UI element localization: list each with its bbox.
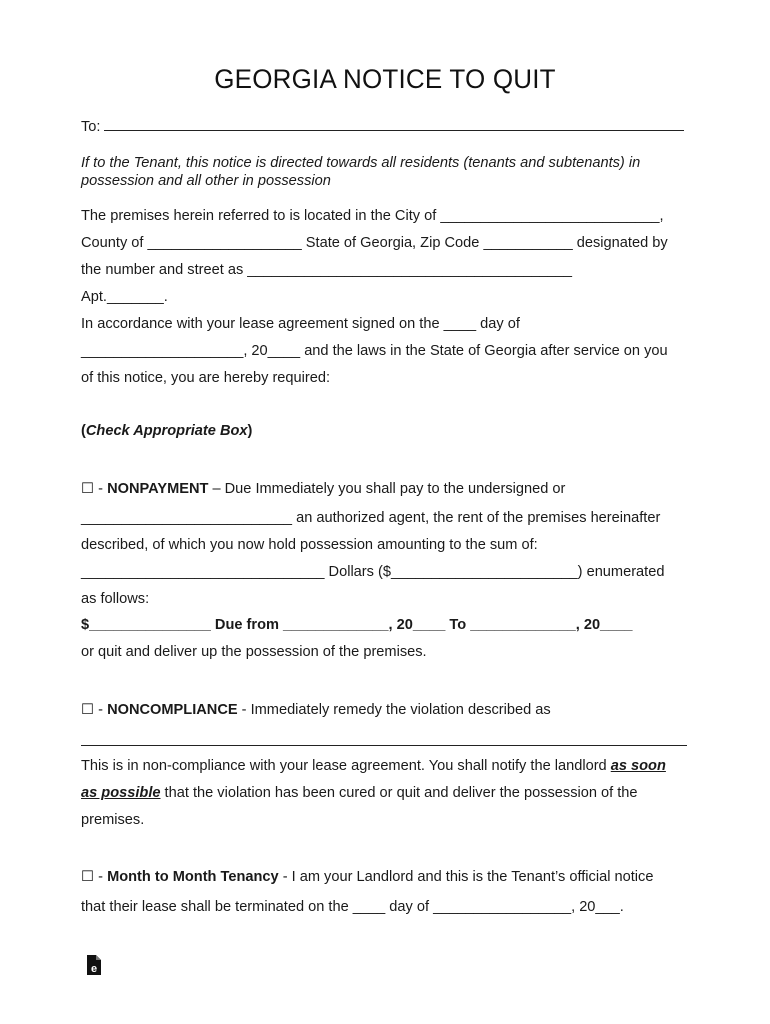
to-label: To: xyxy=(81,119,101,135)
noncompliance-line-4: premises. xyxy=(81,812,145,828)
to-blank-line[interactable] xyxy=(104,129,684,131)
noncompliance-line-2-text: This is in non-compliance with your lease agreement. You shall notify the landlord xyxy=(81,758,611,774)
nonpayment-heading: NONPAYMENT xyxy=(107,481,209,497)
lease-line-3: of this notice, you are hereby required: xyxy=(81,370,331,386)
nonpayment-line-5: as follows: xyxy=(81,591,150,607)
noncompliance-line-2 xyxy=(81,757,666,775)
noncompliance-text: - Immediately remedy the violation described as xyxy=(237,702,551,718)
as-soon-emphasis: as soon xyxy=(610,758,666,774)
premises-line-3: the number and street as ________________________________________ xyxy=(81,262,572,278)
nonpayment-line-4: ______________________________ Dollars ($_______________________) enumerated xyxy=(81,564,665,580)
intro-text-line-2: possession and all other in possession xyxy=(81,173,331,189)
month-to-month-heading: Month to Month Tenancy xyxy=(107,869,279,885)
noncompliance-line-3-text: that the violation has been cured or quit and deliver the possession of the xyxy=(160,785,638,801)
noncompliance-heading: NONCOMPLIANCE xyxy=(107,702,238,718)
check-close-paren: ) xyxy=(247,423,253,439)
intro-text-line-1: If to the Tenant, this notice is directed towards all residents (tenants and subtenants) in xyxy=(81,155,641,171)
eforms-logo-icon xyxy=(85,954,103,976)
document-title: GEORGIA NOTICE TO QUIT xyxy=(214,63,556,95)
nonpayment-text: – Due Immediately you shall pay to the undersigned or xyxy=(208,481,566,497)
noncompliance-checkbox[interactable]: ☐ - xyxy=(81,702,108,718)
month-to-month-line-2: that their lease shall be terminated on the ____ day of _________________, 20___. xyxy=(81,899,624,915)
nonpayment-line-2: __________________________ an authorized agent, the rent of the premises hereinafter xyxy=(81,510,661,526)
nonpayment-option xyxy=(81,480,565,498)
nonpayment-line-7: or quit and deliver up the possession of the premises. xyxy=(81,644,427,660)
violation-blank-line[interactable] xyxy=(81,745,687,746)
noncompliance-line-3 xyxy=(81,784,638,802)
nonpayment-checkbox[interactable]: ☐ - xyxy=(81,481,108,497)
nonpayment-line-3: described, of which you now hold possession amounting to the sum of: xyxy=(81,537,538,553)
premises-line-2: County of ___________________ State of Georgia, Zip Code ___________ designated by xyxy=(81,235,668,251)
month-to-month-option xyxy=(81,868,653,886)
to-line xyxy=(81,118,684,136)
noncompliance-option xyxy=(81,701,551,719)
nonpayment-amount-line: $_______________ Due from _____________, 20____ To _____________, 20____ xyxy=(81,617,633,633)
svg-text:e: e xyxy=(90,963,98,975)
premises-line-4: Apt._______. xyxy=(81,289,168,305)
check-open-paren: ( xyxy=(81,423,86,439)
as-possible-emphasis: as possible xyxy=(81,785,161,801)
premises-line-1: The premises herein referred to is located in the City of ___________________________, xyxy=(81,208,664,224)
check-box-instruction xyxy=(81,422,252,440)
lease-line-2: ____________________, 20____ and the laws in the State of Georgia after service on you xyxy=(81,343,668,359)
lease-line-1: In accordance with your lease agreement signed on the ____ day of xyxy=(81,316,520,332)
check-label: Check Appropriate Box xyxy=(85,423,248,439)
month-to-month-checkbox[interactable]: ☐ - xyxy=(81,869,108,885)
month-to-month-text: - I am your Landlord and this is the Tenant’s official notice xyxy=(278,869,654,885)
